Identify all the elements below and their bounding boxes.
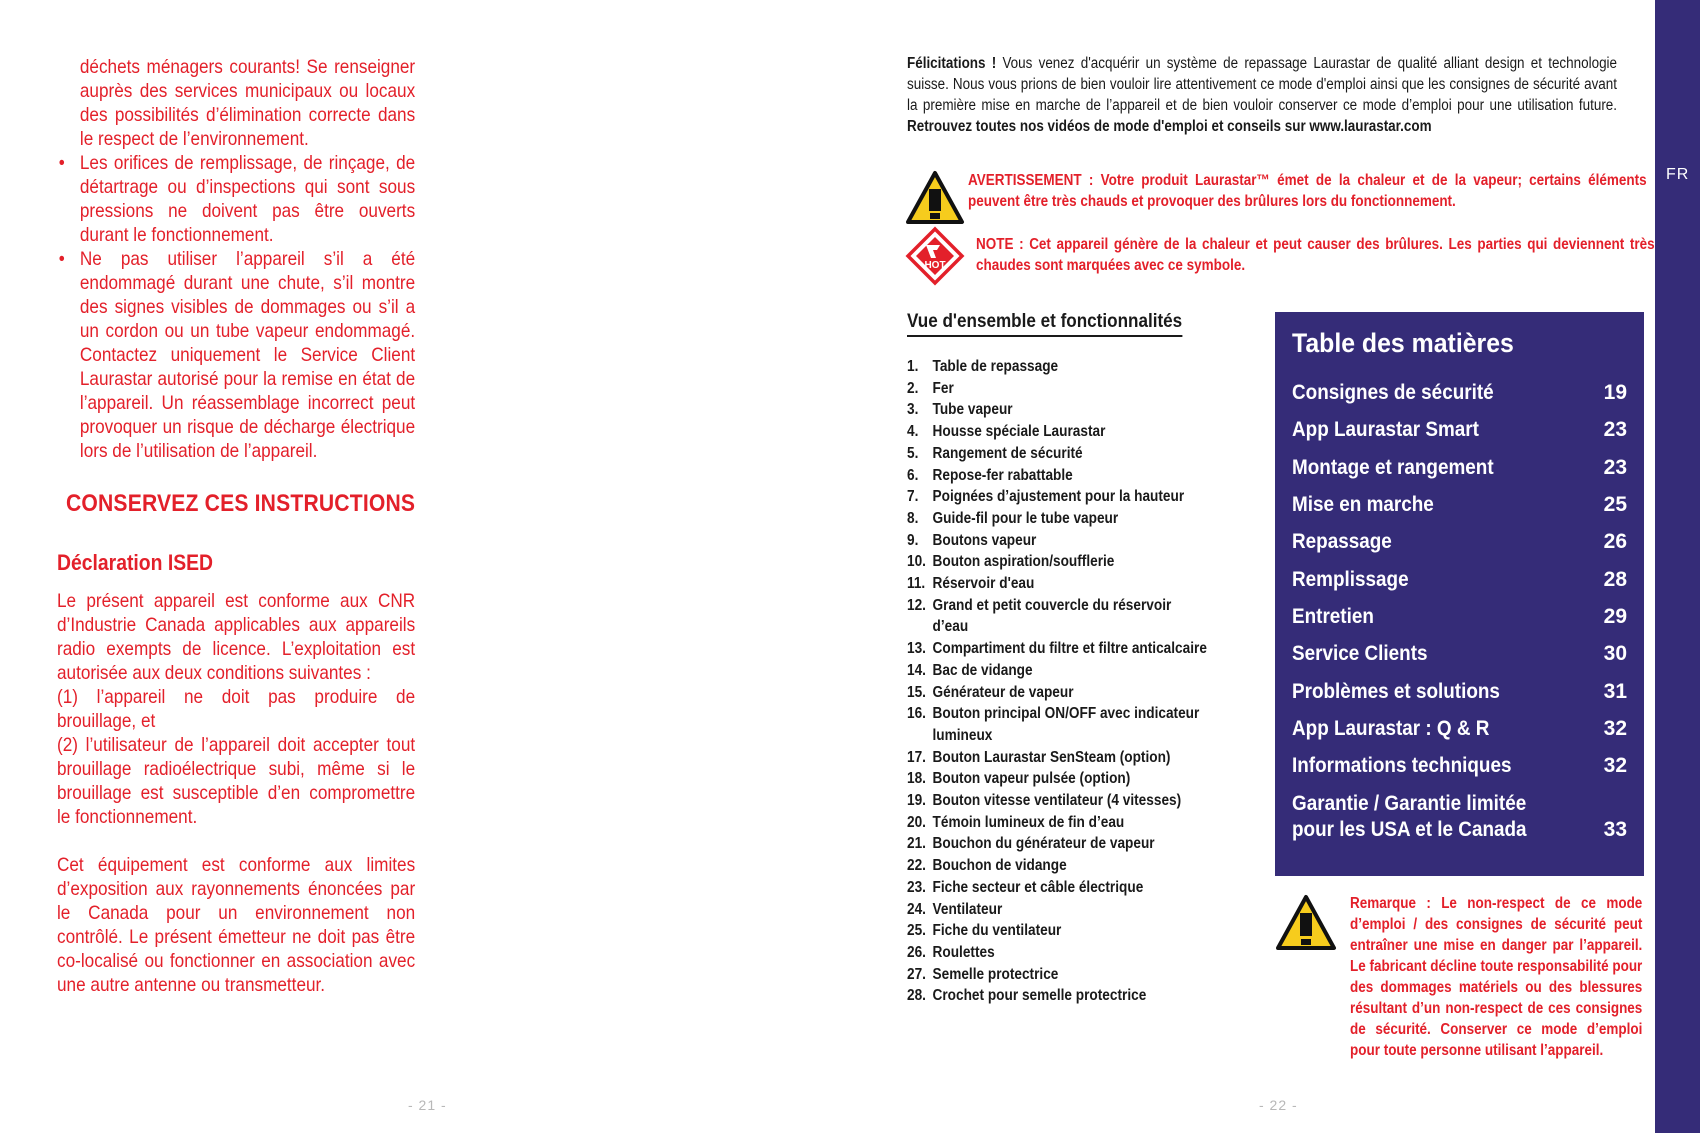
feature-label: Semelle protectrice xyxy=(932,965,1059,983)
toc-entry-label: Repassage xyxy=(1292,530,1392,553)
feature-label: Bouton Laurastar SenSteam (option) xyxy=(932,748,1171,766)
list-item xyxy=(907,682,1211,704)
toc-entry[interactable] xyxy=(1292,791,1627,843)
feature-label: Compartiment du filtre et filtre anticalcaire xyxy=(932,640,1207,658)
conserve-heading: CONSERVEZ CES INSTRUCTIONS xyxy=(65,490,416,517)
feature-label: Ventilateur xyxy=(932,900,1003,918)
feature-label: Bouchon de vidange xyxy=(932,857,1067,875)
toc-entry-label: Remplissage xyxy=(1292,568,1409,591)
feature-number: 17. xyxy=(907,748,926,766)
toc-entry[interactable] xyxy=(1292,604,1627,630)
ised-paragraph: Le présent appareil est conforme aux CNR d’Industrie Canada applicables aux appareils radio exempts de licence. L’exploitation est autorisée aux deux conditions suivantes : xyxy=(57,590,416,684)
warning-text: AVERTISSEMENT : Votre produit Laurastar™ émet de la chaleur et de la vapeur; certains éléments peuvent être très chauds et provoquer des brûlures lors du fonctionnement. xyxy=(968,172,1647,210)
note-block xyxy=(905,226,1700,286)
toc-entry-label xyxy=(1292,791,1527,843)
toc-entry-label: Montage et rangement xyxy=(1292,456,1494,479)
toc-entry-page: 33 xyxy=(1603,818,1627,841)
feature-number: 8. xyxy=(907,509,919,527)
feature-number: 24. xyxy=(907,900,926,918)
feature-label: Table de repassage xyxy=(932,358,1059,375)
feature-label: Fiche du ventilateur xyxy=(932,922,1062,940)
list-item xyxy=(907,551,1211,573)
toc-entry-page: 23 xyxy=(1603,418,1627,441)
feature-number: 15. xyxy=(907,683,926,701)
toc-entry[interactable] xyxy=(1292,455,1627,481)
list-item xyxy=(907,790,1211,812)
list-item xyxy=(907,855,1211,877)
feature-label: Tube vapeur xyxy=(932,401,1013,419)
list-item xyxy=(907,768,1211,790)
toc-entry-label: Service Clients xyxy=(1292,642,1428,665)
toc-entry-page: 28 xyxy=(1603,568,1627,591)
toc-entry-label: Consignes de sécurité xyxy=(1292,381,1494,404)
list-item xyxy=(907,530,1211,552)
list-item xyxy=(907,812,1211,834)
list-item xyxy=(907,833,1211,855)
feature-label: Bouton vapeur pulsée (option) xyxy=(932,770,1131,788)
feature-number: 16. xyxy=(907,705,926,723)
note-text: NOTE : Cet appareil génère de la chaleur et peut causer des brûlures. Les parties qui deviennent très chaudes sont marquées avec ce symbole. xyxy=(976,236,1655,274)
feature-number: 12. xyxy=(907,596,926,614)
toc-entry[interactable] xyxy=(1292,716,1627,742)
intro-lead: Félicitations ! xyxy=(907,55,997,72)
toc-entry-label: Entretien xyxy=(1292,605,1374,628)
list-item xyxy=(907,595,1211,638)
toc-entry-label-line: pour les USA et le Canada xyxy=(1292,818,1527,841)
list-item xyxy=(907,877,1211,899)
toc-entry-page: 23 xyxy=(1603,456,1627,479)
feature-label: Fiche secteur et câble électrique xyxy=(932,878,1144,896)
list-item xyxy=(907,465,1211,487)
list-item xyxy=(907,964,1211,986)
feature-number: 27. xyxy=(907,965,926,983)
feature-label: Bouton principal ON/OFF avec indicateur lumineux xyxy=(932,705,1200,744)
feature-number: 1. xyxy=(907,358,919,375)
feature-label: Boutons vapeur xyxy=(932,531,1037,549)
feature-label: Rangement de sécurité xyxy=(932,444,1083,462)
feature-number: 21. xyxy=(907,835,926,853)
feature-number: 3. xyxy=(907,401,919,419)
warning-triangle-icon xyxy=(1275,894,1337,952)
toc-entry[interactable] xyxy=(1292,679,1627,705)
list-item xyxy=(907,747,1211,769)
list-item xyxy=(907,378,1211,400)
list-item xyxy=(57,247,415,463)
list-item xyxy=(907,703,1211,746)
feature-number: 4. xyxy=(907,423,919,441)
warning-block xyxy=(905,170,1700,226)
toc-entry-page: 32 xyxy=(1603,717,1627,740)
feature-number: 19. xyxy=(907,792,926,810)
intro-paragraph xyxy=(907,53,1617,137)
feature-number: 2. xyxy=(907,379,919,397)
list-item xyxy=(907,942,1211,964)
list-item xyxy=(907,985,1211,1007)
feature-number: 9. xyxy=(907,531,919,549)
feature-number: 18. xyxy=(907,770,926,788)
feature-label: Bac de vidange xyxy=(932,661,1033,679)
hot-surface-icon xyxy=(905,226,965,286)
list-item xyxy=(907,486,1211,508)
feature-number: 11. xyxy=(907,575,926,593)
hot-icon-label: HOT xyxy=(924,260,946,271)
toc-entry-page: 26 xyxy=(1603,530,1627,553)
list-item xyxy=(907,660,1211,682)
list-item xyxy=(907,508,1211,530)
feature-number: 13. xyxy=(907,640,926,658)
toc-entry[interactable] xyxy=(1292,753,1627,779)
bullet-icon: • xyxy=(58,248,65,270)
feature-label: Réservoir d'eau xyxy=(932,575,1035,593)
toc-entry-label-line: Garantie / Garantie limitée xyxy=(1292,792,1527,815)
bullet-text: Ne pas utiliser l’appareil s’il a été endommagé durant une chute, s’il montre des signes visibles de dommages ou s’il a un cordon ou un tube vapeur endommagé. Contactez uniquement le Service Client Laurastar autorisé pour la remise en état de l’appareil. Un réassemblage incorrect peut provoquer un risque de décharge électrique lors de l’utilisation de l’appareil. xyxy=(79,248,416,462)
feature-number: 5. xyxy=(907,444,919,462)
exposure-paragraph: Cet équipement est conforme aux limites d’exposition aux rayonnements énoncées par le Canada pour un environnement non contrôlé. Le présent émetteur ne doit pas être co-localisé ou fonctionner en association avec une autre antenne ou transmetteur. xyxy=(57,854,416,996)
continuation-paragraph: déchets ménagers courants! Se renseigner auprès des services municipaux ou locaux des possibilités d’élimination correcte dans le respect de l’environnement. xyxy=(79,56,416,150)
toc-entry[interactable] xyxy=(1292,417,1627,443)
feature-number: 25. xyxy=(907,922,926,940)
feature-label: Crochet pour semelle protectrice xyxy=(932,987,1147,1005)
feature-label: Bouton aspiration/soufflerie xyxy=(932,553,1115,571)
bullet-text: Les orifices de remplissage, de rinçage, de détartrage ou d’inspections qui sont sous pressions ne doivent pas être ouverts durant le fonctionnement. xyxy=(79,152,416,246)
feature-label: Générateur de vapeur xyxy=(932,683,1074,701)
left-column xyxy=(57,55,415,997)
ised-condition-1: (1) l’appareil ne doit pas produire de brouillage, et xyxy=(57,686,416,732)
feature-number: 7. xyxy=(907,488,919,506)
warning-triangle-icon xyxy=(905,170,965,226)
toc-entry-page: 29 xyxy=(1603,605,1627,628)
toc-entry-page: 19 xyxy=(1603,381,1627,404)
feature-label: Bouton vitesse ventilateur (4 vitesses) xyxy=(932,792,1182,810)
toc-entry-label: Informations techniques xyxy=(1292,754,1512,777)
feature-list xyxy=(907,356,1211,1007)
feature-label: Roulettes xyxy=(932,943,995,961)
toc-entry-label: App Laurastar : Q & R xyxy=(1292,717,1490,740)
list-item xyxy=(57,151,415,247)
list-item xyxy=(907,573,1211,595)
toc-title: Table des matières xyxy=(1292,328,1514,358)
list-item xyxy=(907,899,1211,921)
toc-entry-label: Mise en marche xyxy=(1292,493,1434,516)
feature-label: Guide-fil pour le tube vapeur xyxy=(932,509,1119,527)
feature-number: 28. xyxy=(907,987,926,1005)
toc-entry-page: 25 xyxy=(1603,493,1627,516)
list-item xyxy=(907,421,1211,443)
toc-entry-label: App Laurastar Smart xyxy=(1292,418,1479,441)
toc-entry[interactable] xyxy=(1292,641,1627,667)
feature-label: Poignées d’ajustement pour la hauteur xyxy=(932,488,1185,506)
list-item xyxy=(907,920,1211,942)
language-tab[interactable]: FR xyxy=(1666,166,1690,183)
feature-label: Bouchon du générateur de vapeur xyxy=(932,835,1155,853)
list-item xyxy=(907,399,1211,421)
table-of-contents xyxy=(1275,312,1644,876)
toc-entry-page: 30 xyxy=(1603,642,1627,665)
feature-number: 14. xyxy=(907,661,926,679)
page-number-right: - 22 - xyxy=(1259,1097,1298,1113)
toc-entry[interactable] xyxy=(1292,492,1627,518)
feature-label: Témoin lumineux de fin d’eau xyxy=(932,813,1125,831)
feature-number: 26. xyxy=(907,943,926,961)
toc-entry-page: 32 xyxy=(1603,754,1627,777)
page-number-left: - 21 - xyxy=(408,1097,447,1113)
feature-label: Grand et petit couvercle du réservoir d’eau xyxy=(932,596,1172,636)
toc-entry-page: 31 xyxy=(1603,680,1627,703)
ised-condition-2: (2) l’utilisateur de l’appareil doit accepter tout brouillage radioélectrique subi, même si le brouillage est susceptible d’en compromettre le fonctionnement. xyxy=(57,734,416,828)
bullet-icon: • xyxy=(58,152,65,174)
list-item xyxy=(907,638,1211,660)
feature-label: Repose-fer rabattable xyxy=(932,466,1073,484)
toc-entry[interactable] xyxy=(1292,529,1627,555)
feature-number: 20. xyxy=(907,813,926,831)
toc-entry[interactable] xyxy=(1292,567,1627,593)
intro-body: Vous venez d'acquérir un système de repassage Laurastar de qualité alliant design et technologie suisse. Nous vous prions de bien vouloir lire attentivement ce mode d'emploi ainsi que les consignes de sécurité avant la première mise en marche de l’appareil et de bien vouloir conserver ce mode d’emploi pour une utilisation future. xyxy=(907,55,1618,114)
overview-title: Vue d'ensemble et fonctionnalités xyxy=(907,310,1182,337)
toc-entry-label: Problèmes et solutions xyxy=(1292,680,1500,703)
list-item xyxy=(907,443,1211,465)
toc-entry[interactable] xyxy=(1292,380,1627,406)
feature-number: 6. xyxy=(907,466,919,484)
remark-text: Remarque : Le non-respect de ce mode d’emploi / des consignes de sécurité peut entraîner une mise en danger par l’appareil. Le fabricant décline toute responsabilité pour des dommages matériels ou des blessures résultant d’un non-respect de ces consignes de sécurité. Conserver ce mode d’emploi pour toute personne utilisant l’appareil. xyxy=(1350,895,1643,1059)
ised-title: Déclaration ISED xyxy=(57,550,214,575)
feature-number: 23. xyxy=(907,878,926,896)
feature-label: Housse spéciale Laurastar xyxy=(932,423,1106,441)
feature-number: 22. xyxy=(907,857,926,875)
feature-label: Fer xyxy=(932,379,954,397)
intro-website-link[interactable]: Retrouvez toutes nos vidéos de mode d'emploi et conseils sur www.laurastar.com xyxy=(907,118,1432,135)
feature-number: 10. xyxy=(907,553,926,571)
list-item xyxy=(907,356,1211,378)
